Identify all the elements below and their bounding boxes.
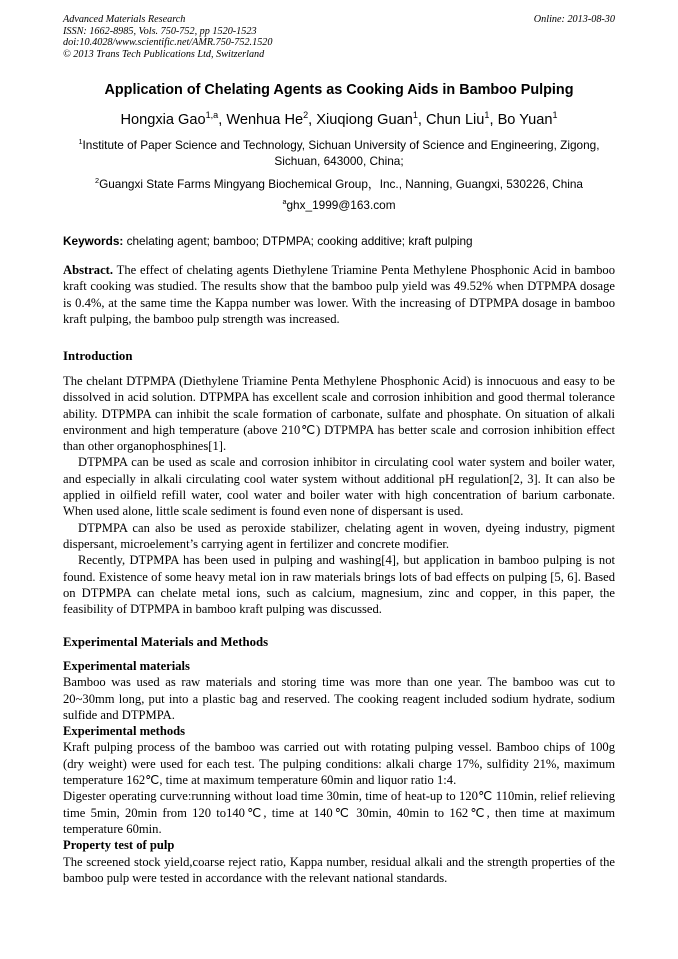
introduction-body	[63, 373, 615, 617]
intro-paragraph-1: The chelant DTPMPA (Diethylene Triamine Penta Methylene Phosphonic Acid) is innocuous and easy to be dissolved in acid solution. DTPMPA has excellent scale and corrosion inhibition and good thermal tolerance ability. DTPMPA can inhibit the scale formation of carbonate, sulfate and phosphate. On situation of alkali environment and high temperature (above 210℃) DTPMPA has better scale and corrosion inhibition effect than other organophosphines[1].	[63, 374, 615, 454]
methods-heading: Experimental Materials and Methods	[63, 635, 269, 649]
paper-title: Application of Chelating Agents as Cooking Aids in Bamboo Pulping	[104, 82, 574, 98]
affiliation-text: Guangxi State Farms Mingyang Biochemical Group，Inc., Nanning, Guangxi, 530226, China	[99, 177, 583, 191]
author-name: Bo Yuan	[497, 112, 553, 128]
author-name: Chun Liu	[426, 112, 485, 128]
author-separator: ,	[218, 112, 227, 128]
methods-body	[63, 658, 615, 886]
abstract-text: The effect of chelating agents Diethylene Triamine Penta Methylene Phosphonic Acid in bamboo kraft cooking was studied. The results show that the bamboo pulp yield was 49.52% when DTPMPA dosage is 0.4%, at the same time the Kappa number was lower. With the increasing of DTPMPA dosage in bamboo kraft pulping, the bamboo pulp strength was increased.	[63, 263, 615, 326]
author-separator: ,	[308, 112, 317, 128]
affiliation-2	[63, 177, 615, 193]
affiliation-sup: 1	[78, 137, 83, 147]
author-sup: 2	[303, 110, 309, 121]
affiliation-1	[63, 138, 615, 169]
keywords-label: Keywords:	[63, 234, 124, 248]
intro-paragraph-2: DTPMPA can be used as scale and corrosion inhibitor in circulating cool water system and boiler water, and especially in alkali circulating cool water system without additional pH regulation[2, 3]. It can also be applied in oilfield refill water, cool water and boiler water with high concentration of barium carbonate. When used alone, little scale sediment is found even none of dispersant is used.	[63, 455, 615, 519]
author-sup: 1	[412, 110, 418, 121]
keywords-line	[63, 234, 623, 248]
author-separator: ,	[489, 112, 498, 128]
keywords-text: chelating agent; bamboo; DTPMPA; cooking additive; kraft pulping	[123, 234, 473, 248]
copyright-line: © 2013 Trans Tech Publications Ltd, Switzerland	[63, 48, 265, 60]
abstract-block	[63, 262, 615, 327]
affiliation-sup: 2	[95, 176, 100, 186]
methods-paragraph-1: Kraft pulping process of the bamboo was carried out with rotating pulping vessel. Bamboo chips of 100g (dry weight) were used for each test. The pulping conditions: alkali charge 17%, sulfidity 21%, maximum temperature 162℃, time at maximum temperature 60min and liquor ratio 1:4.	[63, 740, 615, 788]
author-separator: ,	[417, 112, 426, 128]
online-date: Online: 2013-08-30	[533, 14, 615, 25]
materials-subheading: Experimental materials	[63, 659, 190, 673]
author-name: Wenhua He	[226, 112, 304, 128]
author-email	[63, 198, 615, 214]
journal-name: Advanced Materials Research	[63, 14, 186, 25]
property-paragraph: The screened stock yield,coarse reject ratio, Kappa number, residual alkali and the strength properties of the bamboo pulp were tested in accordance with the relevant national standards.	[63, 854, 615, 885]
intro-paragraph-3: DTPMPA can also be used as peroxide stabilizer, chelating agent in woven, dyeing industry, pigment dispersant, microelement’s carrying agent in fertilizer and concrete modifier.	[63, 520, 615, 551]
author-name: Hongxia Gao	[120, 112, 206, 128]
email-sup: a	[282, 197, 287, 207]
author-list	[40, 112, 638, 128]
email-address[interactable]: ghx_1999@163.com	[286, 198, 396, 212]
doi-line[interactable]: doi:10.4028/www.scientific.net/AMR.750-752.1520	[63, 37, 273, 49]
author-sup: 1	[484, 110, 490, 121]
materials-paragraph: Bamboo was used as raw materials and storing time was more than one year. The bamboo was cut to 20~30mm long, put into a plastic bag and reserved. The cooking reagent included sodium hydrate, sodium sulfide and DTPMPA.	[63, 675, 615, 722]
author-sup: 1,a	[205, 110, 219, 121]
introduction-heading: Introduction	[63, 349, 133, 363]
author-sup: 1	[552, 110, 558, 121]
intro-paragraph-4: Recently, DTPMPA has been used in pulping and washing[4], but application in bamboo pulping is not found. Existence of some heavy metal ion in raw materials brings lots of bad effects on pulping [5, 6]. Based on DTPMPA can chelate metal ions, such as calcium, magnesium, zinc and copper, in this paper, the feasibility of DTPMPA in bamboo kraft pulping was discussed.	[63, 553, 615, 617]
property-subheading: Property test of pulp	[63, 838, 175, 853]
author-name: Xiuqiong Guan	[316, 112, 413, 128]
journal-header	[63, 14, 615, 60]
methods-paragraph-2: Digester operating curve:running without load time 30min, time of heat-up to 120℃ 110min, relief relieving time 5min, 20min from 120 to140℃, time at 140℃ 30min, 40min to 162℃, then time at maximum temperature 60min.	[63, 789, 615, 836]
issn-line: ISSN: 1662-8985, Vols. 750-752, pp 1520-1523	[63, 25, 257, 37]
affiliation-text: Institute of Paper Science and Technology, Sichuan University of Science and Engineering, Zigong, Sichuan, 643000, China;	[82, 138, 600, 168]
abstract-label: Abstract.	[63, 263, 114, 277]
methods-subheading: Experimental methods	[63, 724, 186, 739]
